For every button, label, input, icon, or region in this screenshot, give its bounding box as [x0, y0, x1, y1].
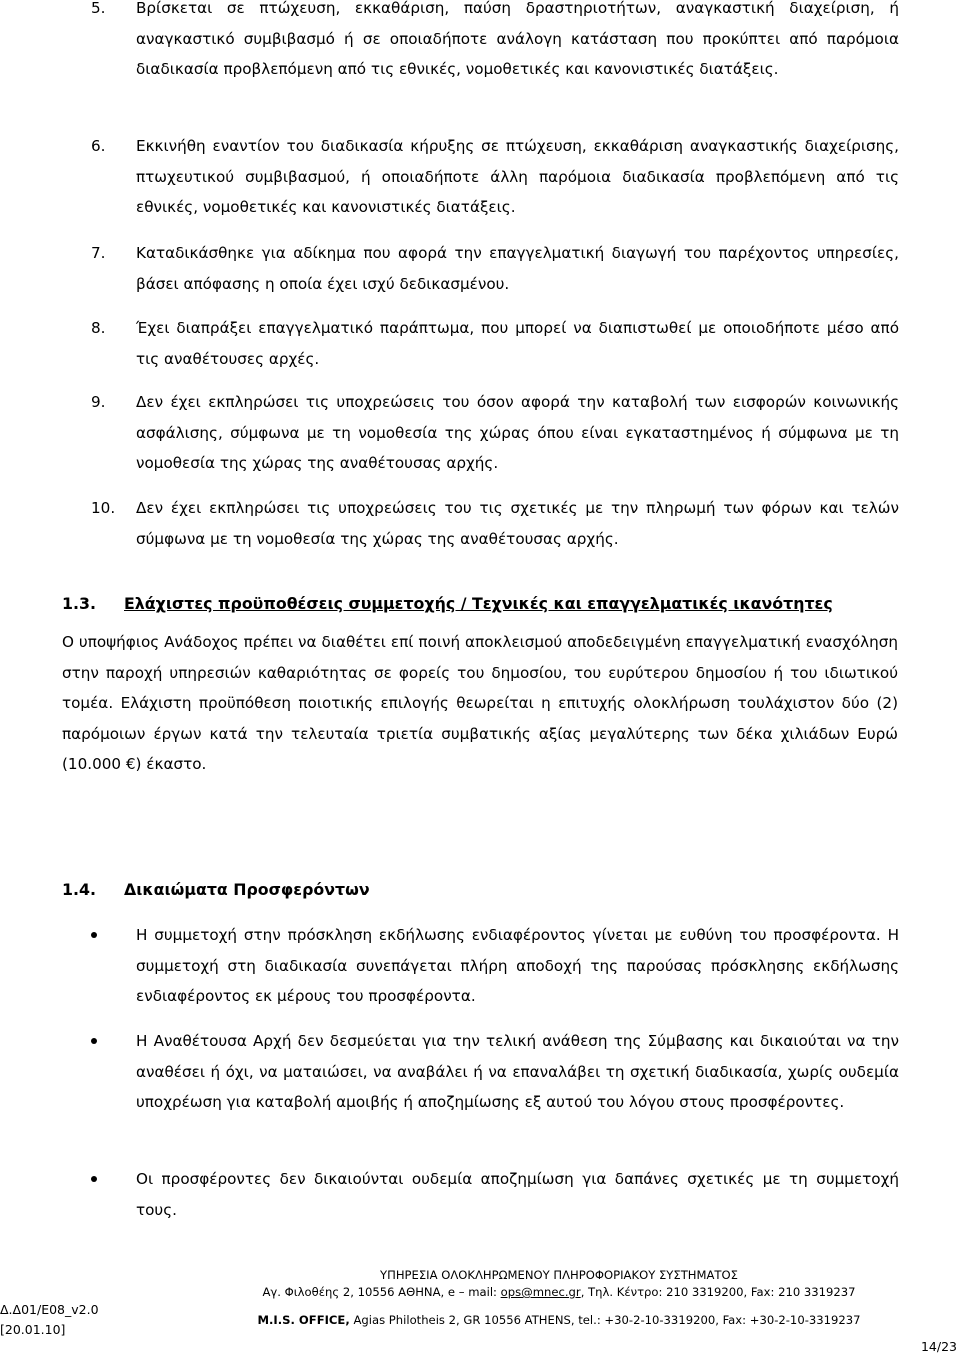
- list-item-10: [91, 493, 899, 554]
- footer-address-gr: [232, 1285, 886, 1299]
- footer-email-link[interactable]: ops@mnec.gr: [500, 1285, 581, 1299]
- bullet-text: Η συμμετοχή στην πρόσκληση εκδήλωσης ενδιαφέροντος γίνεται με ευθύνη του προσφέροντα. Η συμμετοχή στη διαδικασία συνεπάγεται πλήρη αποδοχή της παρούσας πρόσκλησης εκδήλωσης ενδιαφέροντος εκ μέρους του προσφέροντα.: [136, 926, 899, 1006]
- footer-address-en-text: Agias Philotheis 2, GR 10556 ATHENS, tel.: +30-2-10-3319200, Fax: +30-2-10-3319237: [349, 1313, 861, 1327]
- list-number: 6.: [91, 137, 106, 155]
- list-text: Βρίσκεται σε πτώχευση, εκκαθάριση, παύση δραστηριοτήτων, αναγκαστική διαχείριση, ή αναγκαστικό συμβιβασμό ή σε οποιαδήποτε ανάλογη κατάσταση που προκύπτει από παρόμοια διαδικασία προβλεπόμενη από τις εθνικές, νομοθετικές και κανονιστικές διατάξεις.: [136, 0, 899, 79]
- list-number: 5.: [91, 0, 106, 17]
- footer-address-en: [232, 1313, 886, 1327]
- list-number: 9.: [91, 393, 106, 411]
- bullet-icon: [91, 932, 97, 938]
- list-text: Εκκινήθη εναντίον του διαδικασία κήρυξης σε πτώχευση, εκκαθάριση αναγκαστικής διαχείρισης, πτωχευτικού συμβιβασμού, ή οποιαδήποτε άλλη παρόμοια διαδικασία προβλεπόμενη από τις εθνικές, νομοθετικές και κανονιστικές διατάξεις.: [136, 137, 899, 217]
- bullet-item: [91, 920, 899, 1012]
- section-number: 1.3.: [62, 594, 96, 613]
- list-number: 8.: [91, 319, 106, 337]
- list-item-9: [91, 387, 899, 479]
- list-text: Έχει διαπράξει επαγγελματικό παράπτωμα, που μπορεί να διαπιστωθεί με οποιοδήποτε μέσο από τις αναθέτουσες αρχές.: [136, 319, 899, 368]
- section-title: Δικαιώματα Προσφερόντων: [124, 880, 370, 899]
- list-item-5: [91, 0, 899, 85]
- list-item-7: [91, 238, 899, 299]
- bullet-text: Η Αναθέτουσα Αρχή δεν δεσμεύεται για την τελική ανάθεση της Σύμβασης και δικαιούται να την αναθέσει ή όχι, να ματαιώσει, να αναβάλει ή να επαναλάβει τη σχετική διαδικασία, χωρίς ουδεμία υποχρέωση για καταβολή αμοιβής ή αποζημίωσης εξ αυτού του λόγου στους προσφέροντες.: [136, 1032, 899, 1112]
- bullet-text: Οι προσφέροντες δεν δικαιούνται ουδεμία αποζημίωση για δαπάνες σχετικές με τη συμμετοχή τους.: [136, 1170, 899, 1219]
- list-text: Καταδικάσθηκε για αδίκημα που αφορά την επαγγελματική διαγωγή του παρέχοντος υπηρεσίες, βάσει απόφασης η οποία έχει ισχύ δεδικασμένου.: [136, 244, 899, 293]
- document-code-id: Δ.Δ01/Ε08_v2.0: [0, 1302, 99, 1317]
- list-text: Δεν έχει εκπληρώσει τις υποχρεώσεις του τις σχετικές με την πληρωμή των φόρων και τελών σύμφωνα με τη νομοθεσία της χώρας της αναθέτουσας αρχής.: [136, 499, 899, 548]
- section-number: 1.4.: [62, 880, 96, 899]
- list-number: 10.: [91, 499, 116, 517]
- list-item-6: [91, 131, 899, 223]
- footer-office-name: M.I.S. OFFICE,: [257, 1313, 350, 1327]
- section-1-3-paragraph: Ο υποψήφιος Ανάδοχος πρέπει να διαθέτει επί ποινή αποκλεισμού αποδεδειγμένη επαγγελματική ενασχόληση στην παροχή υπηρεσιών καθαριότητας σε φορείς του δημοσίου, του ευρύτερου δημοσίου ή του ιδιωτικού τομέα. Ελάχιστη προϋπόθεση ποιοτικής επιλογής θεωρείται η επιτυχής ολοκλήρωση τουλάχιστον δύο (2) παρόμοιων έργων κατά την τελευταία τριετία συμβατικής αξίας μεγαλύτερης των δέκα χιλιάδων Ευρώ (10.000 €) έκαστο.: [62, 633, 898, 774]
- bullet-item: [91, 1026, 899, 1118]
- bullet-item: [91, 1164, 899, 1225]
- section-title: Ελάχιστες προϋποθέσεις συμμετοχής / Τεχνικές και επαγγελματικές ικανότητες: [124, 594, 833, 613]
- list-item-8: [91, 313, 899, 374]
- bullet-icon: [91, 1038, 97, 1044]
- footer-org: ΥΠΗΡΕΣΙΑ ΟΛΟΚΛΗΡΩΜΕΝΟΥ ΠΛΗΡΟΦΟΡΙΑΚΟΥ ΣΥΣΤΗΜΑΤΟΣ: [380, 1268, 738, 1282]
- document-code: [0, 1300, 99, 1340]
- list-text: Δεν έχει εκπληρώσει τις υποχρεώσεις του όσον αφορά την καταβολή των εισφορών κοινωνικής ασφάλισης, σύμφωνα με τη νομοθεσία της χώρας όπου είναι εγκαταστημένος ή σύμφωνα με τη νομοθεσία της χώρας της αναθέτουσας αρχής.: [136, 393, 899, 473]
- page-number: 14/23: [920, 1339, 957, 1354]
- footer-address-gr-post: , Τηλ. Κέντρο: 210 3319200, Fax: 210 3319237: [580, 1285, 856, 1299]
- bullet-icon: [91, 1176, 97, 1182]
- list-number: 7.: [91, 244, 106, 262]
- footer-address-gr-pre: Αγ. Φιλοθέης 2, 10556 ΑΘΗΝΑ, e – mail:: [262, 1285, 501, 1299]
- document-code-date: [20.01.10]: [0, 1322, 66, 1337]
